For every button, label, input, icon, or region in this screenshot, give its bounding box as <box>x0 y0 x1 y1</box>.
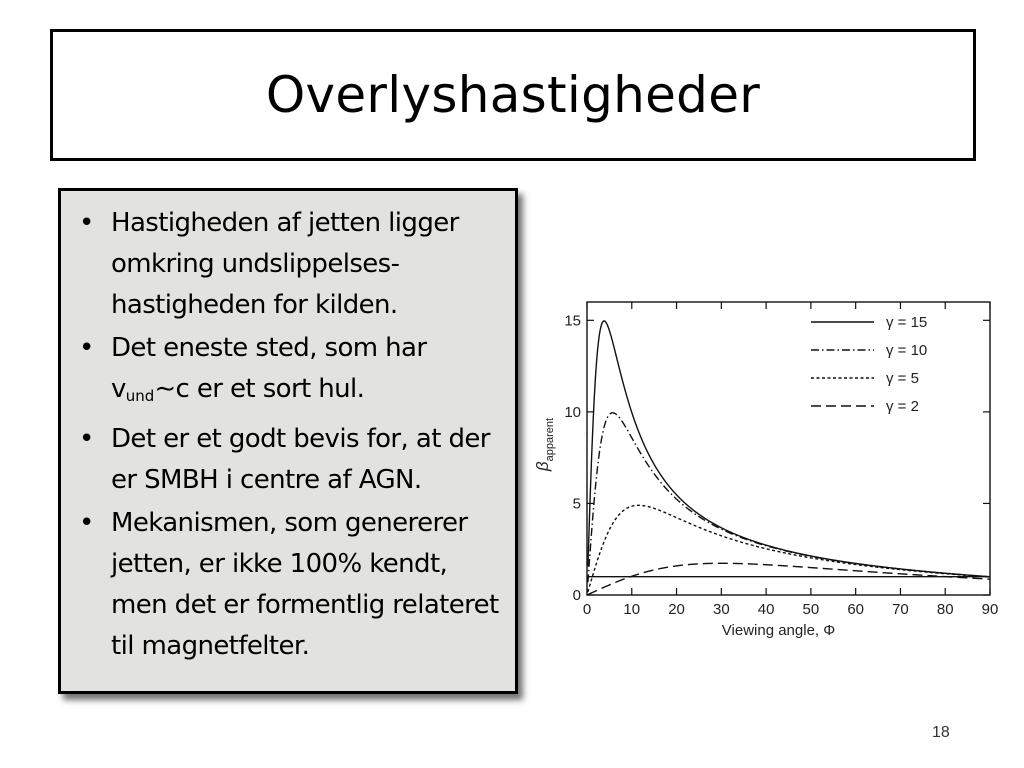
bullet-text-4: Mekanismen, som genererer jetten, er ikke 100% kendt, men det er formentlig relateret til magnetfelter. <box>111 508 499 661</box>
apparent-velocity-chart <box>528 300 1008 650</box>
legend-entry: γ = 5 <box>886 370 919 387</box>
bullet-box <box>58 188 518 694</box>
x-tick-label: 80 <box>936 601 954 618</box>
bullet-list <box>71 203 507 667</box>
y-axis-label-sub: apparent <box>544 417 556 462</box>
bullet-item-2 <box>71 328 507 417</box>
legend-entry: γ = 15 <box>886 314 928 331</box>
bullet-dot: • <box>79 208 94 238</box>
bullet-item-1 <box>71 203 507 326</box>
y-tick-label: 5 <box>572 495 581 513</box>
page-number: 18 <box>932 724 950 741</box>
y-tick-label: 15 <box>564 312 581 330</box>
bullet-dot: • <box>79 508 94 538</box>
series-line <box>588 413 990 583</box>
bullet-item-3 <box>71 419 507 501</box>
y-tick-label: 0 <box>572 587 581 604</box>
bullet-text-2-pre: Det eneste sted, som har v <box>111 333 427 404</box>
bullet-text-2-post: ∼c er et sort hul. <box>154 374 365 404</box>
x-tick-label: 20 <box>668 601 685 618</box>
y-axis-label <box>533 418 556 472</box>
x-tick-label: 30 <box>712 601 730 618</box>
series-line <box>588 563 990 594</box>
bullet-text-2-sub: und <box>125 387 155 405</box>
bullet-text-1: Hastigheden af jetten ligger omkring undslippelses-hastigheden for kilden. <box>111 208 459 320</box>
x-tick-label: 60 <box>847 601 865 618</box>
y-tick-label: 10 <box>564 403 581 421</box>
x-tick-label: 40 <box>757 601 775 618</box>
bullet-text-3: Det er et godt bevis for, at der er SMBH i centre af AGN. <box>111 424 490 495</box>
slide-title: Overlyshastigheder <box>265 66 761 124</box>
series-lines <box>587 321 990 595</box>
bullet-item-4 <box>71 503 507 667</box>
series-line <box>588 505 990 592</box>
legend-entry: γ = 2 <box>886 398 919 415</box>
chart-legend <box>811 314 927 415</box>
x-tick-label: 10 <box>623 601 641 618</box>
y-axis-label-main: β <box>533 461 552 472</box>
x-tick-label: 0 <box>582 601 592 618</box>
legend-entry: γ = 10 <box>886 342 928 359</box>
series-line <box>588 321 990 577</box>
title-box <box>50 29 976 161</box>
x-tick-label: 70 <box>892 601 909 618</box>
x-tick-label: 90 <box>981 601 999 618</box>
x-tick-label: 50 <box>802 601 820 618</box>
x-axis-label: Viewing angle, Φ <box>721 622 836 639</box>
bullet-dot: • <box>79 424 94 454</box>
bullet-dot: • <box>79 333 94 363</box>
